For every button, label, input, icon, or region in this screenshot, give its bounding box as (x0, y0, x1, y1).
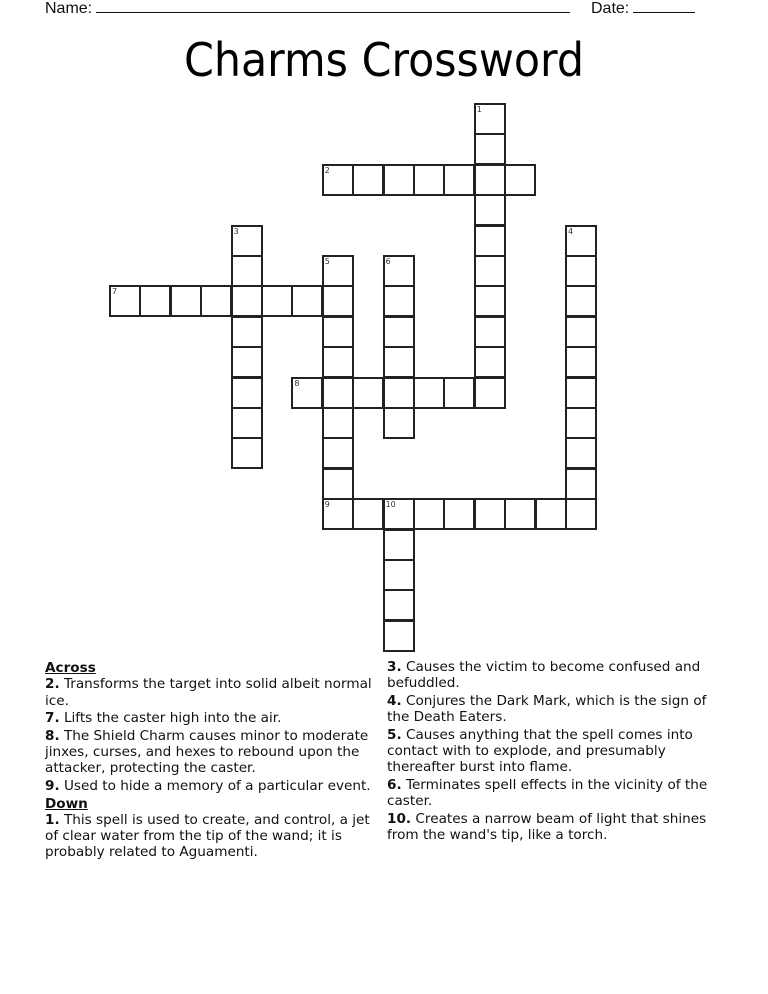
grid-cell[interactable] (474, 103, 506, 135)
grid-cell[interactable] (565, 377, 597, 409)
date-label: Date: (591, 0, 630, 17)
grid-cell[interactable] (322, 437, 354, 469)
clue-down-4 (387, 693, 722, 726)
clues-column-left (45, 659, 375, 862)
clue-text: This spell is used to create, and control, a jet of clear water from the tip of the wand; it is probably related to Aguamenti. (45, 811, 370, 861)
clue-number: 6. (387, 776, 402, 793)
grid-cell[interactable] (413, 377, 445, 409)
clue-text: Used to hide a memory of a particular event. (63, 777, 371, 794)
clue-number-label: 10 (385, 500, 396, 510)
clue-text: The Shield Charm causes minor to moderate jinxes, curses, and hexes to rebound upon the attacker, protecting the caster. (45, 727, 369, 777)
grid-cell[interactable] (231, 437, 263, 469)
clue-across-8 (45, 728, 375, 777)
grid-cell[interactable] (383, 559, 415, 591)
clue-number-label: 3 (233, 226, 239, 236)
clue-text: Causes anything that the spell comes into contact with to explode, and presumably thereafter burst into flame. (387, 726, 693, 776)
grid-cell[interactable] (352, 377, 384, 409)
grid-cell[interactable] (443, 377, 475, 409)
grid-cell[interactable] (565, 285, 597, 317)
grid-cell[interactable] (383, 620, 415, 652)
clue-number-label: 9 (324, 500, 330, 510)
grid-cell[interactable] (565, 498, 597, 530)
across-heading: Across (45, 660, 96, 676)
grid-cell[interactable] (109, 285, 141, 317)
grid-cell[interactable] (565, 346, 597, 378)
grid-cell[interactable] (565, 437, 597, 469)
grid-cell[interactable] (322, 407, 354, 439)
grid-cell[interactable] (565, 407, 597, 439)
clue-across-9 (45, 778, 375, 794)
grid-cell[interactable] (504, 164, 536, 196)
clue-number-label: 2 (324, 165, 330, 175)
grid-cell[interactable] (383, 529, 415, 561)
clue-text: Terminates spell effects in the vicinity of the caster. (387, 776, 708, 810)
grid-cell[interactable] (565, 468, 597, 500)
grid-cell[interactable] (474, 377, 506, 409)
clue-number: 9. (45, 777, 60, 794)
grid-cell[interactable] (474, 194, 506, 226)
grid-cell[interactable] (231, 285, 263, 317)
clue-number: 2. (45, 676, 60, 693)
clue-across-7 (45, 710, 375, 726)
clue-down-5 (387, 727, 722, 776)
clue-number-label: 4 (568, 226, 574, 236)
grid-cell[interactable] (170, 285, 202, 317)
clue-number: 4. (387, 692, 402, 709)
grid-cell[interactable] (352, 498, 384, 530)
grid-cell[interactable] (322, 255, 354, 287)
grid-cell[interactable] (474, 285, 506, 317)
clue-number: 8. (45, 727, 60, 744)
clue-text: Transforms the target into solid albeit normal ice. (45, 676, 372, 709)
clue-down-6 (387, 777, 722, 810)
clue-number-label: 8 (294, 378, 300, 388)
grid-cell[interactable] (565, 255, 597, 287)
grid-cell[interactable] (383, 377, 415, 409)
grid-cell[interactable] (139, 285, 171, 317)
clue-number: 1. (45, 811, 60, 828)
grid-cell[interactable] (565, 225, 597, 257)
page-title: Charms Crossword (183, 33, 585, 87)
grid-cell[interactable] (352, 164, 384, 196)
grid-cell[interactable] (565, 316, 597, 348)
grid-cell[interactable] (231, 346, 263, 378)
grid-cell[interactable] (231, 255, 263, 287)
clue-down-10 (387, 811, 722, 844)
clues-column-right (387, 659, 722, 845)
clue-number-label: 6 (385, 257, 391, 266)
clue-number-label: 5 (324, 257, 330, 266)
grid-cell[interactable] (474, 225, 506, 257)
clue-number-label: 7 (112, 287, 118, 297)
grid-cell[interactable] (231, 225, 263, 257)
grid-cell[interactable] (231, 316, 263, 348)
down-heading: Down (45, 795, 88, 812)
grid-cell[interactable] (231, 407, 263, 439)
grid-cell[interactable] (200, 285, 232, 317)
grid-cell[interactable] (231, 377, 263, 409)
clue-text: Causes the victim to become confused and befuddled. (387, 659, 701, 692)
grid-cell[interactable] (322, 468, 354, 500)
grid-cell[interactable] (413, 164, 445, 196)
grid-cell[interactable] (291, 285, 323, 317)
grid-cell[interactable] (383, 407, 415, 439)
grid-cell[interactable] (322, 498, 354, 530)
grid-cell[interactable] (443, 164, 475, 196)
clue-number-label: 1 (476, 105, 482, 114)
clue-number: 5. (387, 726, 402, 743)
grid-cell[interactable] (474, 133, 506, 165)
clue-down-1 (45, 812, 375, 861)
grid-cell[interactable] (383, 589, 415, 621)
grid-cell[interactable] (383, 285, 415, 317)
grid-cell[interactable] (322, 316, 354, 348)
grid-cell[interactable] (535, 498, 567, 530)
grid-cell[interactable] (474, 316, 506, 348)
grid-cell[interactable] (443, 498, 475, 530)
grid-cell[interactable] (322, 285, 354, 317)
grid-cell[interactable] (322, 164, 354, 196)
clue-text: Creates a narrow beam of light that shines from the wand's tip, like a torch. (387, 810, 707, 844)
grid-cell[interactable] (413, 498, 445, 530)
grid-cell[interactable] (474, 164, 506, 196)
clue-number: 3. (387, 659, 402, 675)
grid-cell[interactable] (383, 255, 415, 287)
grid-cell[interactable] (474, 346, 506, 378)
grid-cell[interactable] (322, 377, 354, 409)
grid-cell[interactable] (261, 285, 293, 317)
clue-number: 10. (387, 810, 412, 827)
grid-cell[interactable] (474, 255, 506, 287)
clue-down-3 (387, 659, 722, 692)
grid-cell[interactable] (474, 498, 506, 530)
clue-number: 7. (45, 710, 60, 727)
grid-cell[interactable] (383, 346, 415, 378)
name-label: Name: (45, 0, 93, 17)
grid-cell[interactable] (383, 164, 415, 196)
grid-cell[interactable] (504, 498, 536, 530)
grid-cell[interactable] (383, 316, 415, 348)
clue-text: Lifts the caster high into the air. (63, 710, 282, 727)
grid-cell[interactable] (383, 498, 415, 530)
clue-across-2 (45, 676, 375, 709)
grid-cell[interactable] (291, 377, 323, 409)
grid-cell[interactable] (322, 346, 354, 378)
clue-text: Conjures the Dark Mark, which is the sign of the Death Eaters. (387, 692, 707, 726)
